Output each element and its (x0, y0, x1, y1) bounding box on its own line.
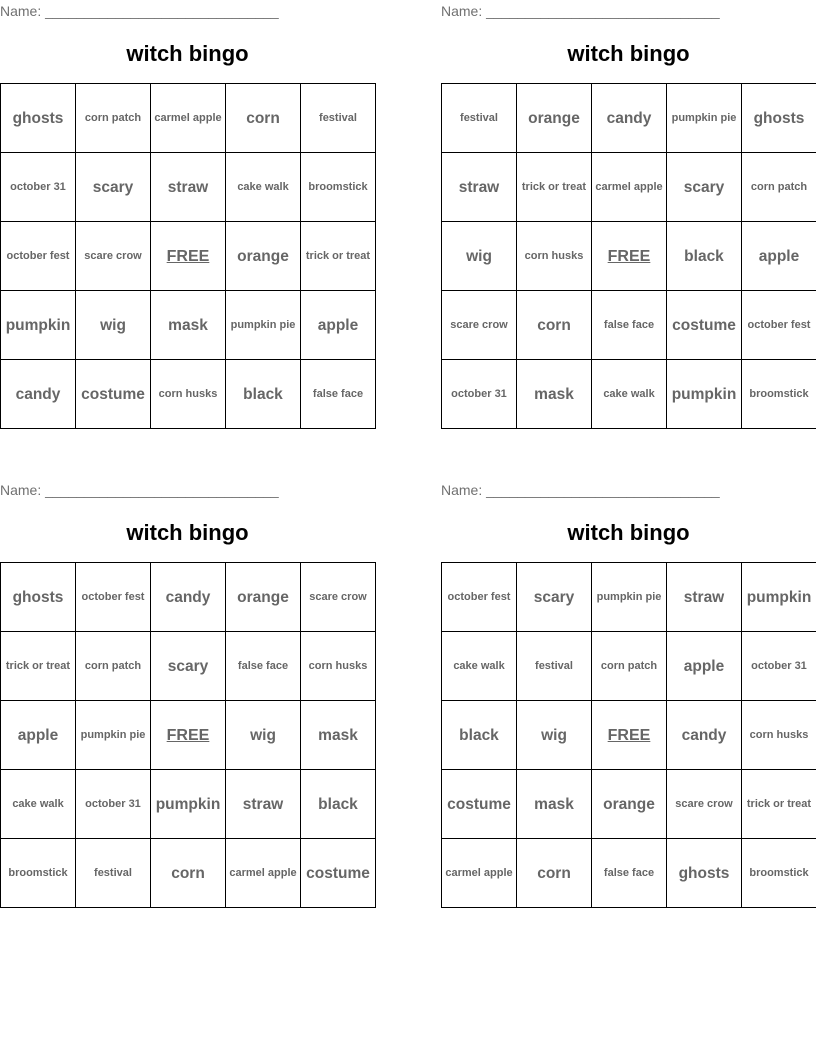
bingo-row (442, 360, 816, 429)
bingo-cell: ghosts (1, 84, 76, 153)
bingo-cell: pumpkin pie (226, 291, 301, 360)
bingo-row (442, 632, 816, 701)
card-title: witch bingo (567, 41, 690, 66)
bingo-cell: ghosts (742, 84, 816, 153)
bingo-cell: scare crow (76, 222, 151, 291)
bingo-cell: costume (667, 291, 742, 360)
bingo-cell: black (226, 360, 301, 429)
bingo-row (442, 222, 816, 291)
bingo-cell: corn patch (76, 632, 151, 701)
bingo-cell: corn patch (742, 153, 816, 222)
bingo-cell: corn husks (742, 701, 816, 770)
bingo-row (442, 701, 816, 770)
bingo-cell: straw (667, 563, 742, 632)
bingo-cell: pumpkin (667, 360, 742, 429)
bingo-cell: mask (517, 770, 592, 839)
free-space: FREE (592, 222, 667, 291)
card-title: witch bingo (126, 41, 249, 66)
bingo-cell: black (442, 701, 517, 770)
bingo-grid (441, 83, 816, 429)
bingo-cell: straw (151, 153, 226, 222)
bingo-cell: costume (301, 839, 376, 908)
bingo-grid (441, 562, 816, 908)
card-title: witch bingo (567, 520, 690, 545)
bingo-row (1, 360, 376, 429)
bingo-row (1, 632, 376, 701)
bingo-cell: carmel apple (151, 84, 226, 153)
bingo-cell: wig (442, 222, 517, 291)
free-space: FREE (592, 701, 667, 770)
bingo-cell: ghosts (667, 839, 742, 908)
bingo-cell: corn husks (301, 632, 376, 701)
bingo-grid (0, 562, 376, 908)
bingo-cell: corn (517, 291, 592, 360)
bingo-cell: costume (442, 770, 517, 839)
bingo-cell: scare crow (667, 770, 742, 839)
bingo-cell: pumpkin pie (667, 84, 742, 153)
bingo-cell: carmel apple (226, 839, 301, 908)
bingo-cell: wig (226, 701, 301, 770)
bingo-row (1, 770, 376, 839)
bingo-card-1 (0, 0, 375, 434)
bingo-cell: corn patch (592, 632, 667, 701)
bingo-cell: costume (76, 360, 151, 429)
bingo-cell: cake walk (592, 360, 667, 429)
bingo-row (442, 770, 816, 839)
bingo-cell: mask (301, 701, 376, 770)
bingo-cell: corn husks (151, 360, 226, 429)
bingo-cell: orange (592, 770, 667, 839)
name-field-line: Name: ______________________________ (0, 3, 279, 19)
bingo-cell: trick or treat (517, 153, 592, 222)
bingo-cell: festival (301, 84, 376, 153)
bingo-cell: scary (76, 153, 151, 222)
bingo-cell: false face (226, 632, 301, 701)
bingo-cell: apple (667, 632, 742, 701)
bingo-cell: wig (517, 701, 592, 770)
card-title: witch bingo (126, 520, 249, 545)
bingo-cell: broomstick (742, 839, 816, 908)
bingo-cell: candy (667, 701, 742, 770)
bingo-cell: candy (592, 84, 667, 153)
bingo-cell: corn patch (76, 84, 151, 153)
bingo-cell: october fest (1, 222, 76, 291)
bingo-cell: apple (742, 222, 816, 291)
bingo-cell: corn (517, 839, 592, 908)
bingo-row (1, 701, 376, 770)
bingo-card-2 (441, 0, 816, 434)
bingo-cell: false face (592, 839, 667, 908)
bingo-cell: scare crow (301, 563, 376, 632)
bingo-cell: broomstick (742, 360, 816, 429)
bingo-cell: trick or treat (301, 222, 376, 291)
free-space: FREE (151, 222, 226, 291)
free-space: FREE (151, 701, 226, 770)
bingo-cell: orange (517, 84, 592, 153)
bingo-cell: corn (226, 84, 301, 153)
bingo-cell: scary (151, 632, 226, 701)
bingo-cell: wig (76, 291, 151, 360)
bingo-cell: pumpkin (742, 563, 816, 632)
bingo-cell: pumpkin pie (592, 563, 667, 632)
bingo-cell: october fest (76, 563, 151, 632)
bingo-cell: candy (151, 563, 226, 632)
bingo-cell: mask (517, 360, 592, 429)
bingo-cell: october 31 (1, 153, 76, 222)
bingo-cell: trick or treat (742, 770, 816, 839)
bingo-cell: straw (226, 770, 301, 839)
bingo-cell: festival (442, 84, 517, 153)
bingo-cell: carmel apple (592, 153, 667, 222)
bingo-cell: straw (442, 153, 517, 222)
bingo-cell: october 31 (76, 770, 151, 839)
bingo-cell: trick or treat (1, 632, 76, 701)
bingo-card-4 (441, 479, 816, 913)
name-field-line: Name: ______________________________ (0, 482, 279, 498)
bingo-cell: broomstick (301, 153, 376, 222)
bingo-row (442, 839, 816, 908)
bingo-cell: false face (592, 291, 667, 360)
bingo-cell: cake walk (442, 632, 517, 701)
bingo-cell: cake walk (226, 153, 301, 222)
bingo-row (1, 84, 376, 153)
bingo-row (1, 153, 376, 222)
bingo-cell: pumpkin (1, 291, 76, 360)
bingo-row (1, 563, 376, 632)
bingo-row (1, 839, 376, 908)
bingo-cell: orange (226, 563, 301, 632)
bingo-row (442, 84, 816, 153)
bingo-cell: mask (151, 291, 226, 360)
bingo-cell: apple (301, 291, 376, 360)
bingo-cell: october fest (742, 291, 816, 360)
bingo-row (1, 291, 376, 360)
bingo-cell: black (667, 222, 742, 291)
bingo-cell: october fest (442, 563, 517, 632)
bingo-cell: scary (517, 563, 592, 632)
bingo-card-3 (0, 479, 375, 913)
bingo-cell: october 31 (442, 360, 517, 429)
bingo-cell: false face (301, 360, 376, 429)
bingo-cell: october 31 (742, 632, 816, 701)
bingo-cell: scare crow (442, 291, 517, 360)
bingo-cell: carmel apple (442, 839, 517, 908)
bingo-cell: corn (151, 839, 226, 908)
bingo-grid (0, 83, 376, 429)
bingo-cell: festival (76, 839, 151, 908)
bingo-cell: apple (1, 701, 76, 770)
bingo-row (442, 563, 816, 632)
bingo-row (1, 222, 376, 291)
bingo-cell: corn husks (517, 222, 592, 291)
name-field-line: Name: ______________________________ (441, 482, 720, 498)
bingo-cell: black (301, 770, 376, 839)
bingo-cell: ghosts (1, 563, 76, 632)
bingo-cell: pumpkin (151, 770, 226, 839)
name-field-line: Name: ______________________________ (441, 3, 720, 19)
bingo-cell: festival (517, 632, 592, 701)
bingo-row (442, 153, 816, 222)
bingo-cell: pumpkin pie (76, 701, 151, 770)
bingo-cell: orange (226, 222, 301, 291)
bingo-cell: broomstick (1, 839, 76, 908)
bingo-cell: candy (1, 360, 76, 429)
bingo-cell: cake walk (1, 770, 76, 839)
bingo-row (442, 291, 816, 360)
bingo-cell: scary (667, 153, 742, 222)
